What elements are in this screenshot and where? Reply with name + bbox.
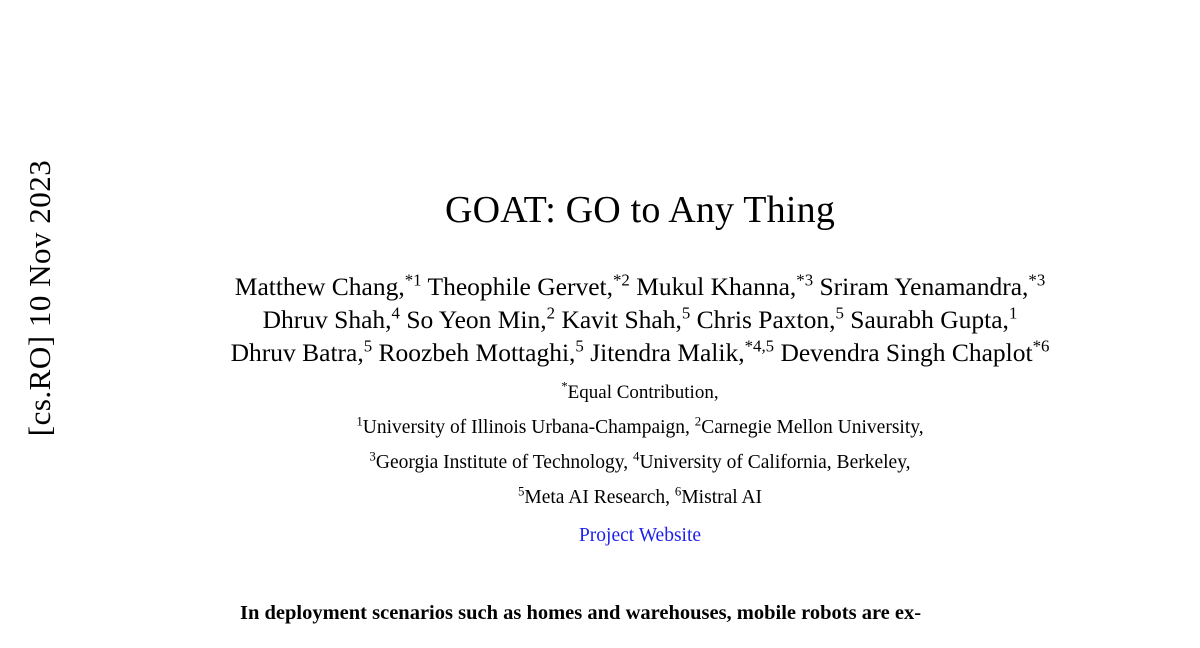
affiliation-marker: 1 xyxy=(356,414,363,429)
affiliation-line xyxy=(80,410,1200,445)
affiliation-marker: 2 xyxy=(694,414,702,429)
affiliation-marker: 4 xyxy=(633,449,640,464)
affiliation-name: University of Illinois Urbana-Champaign, xyxy=(362,417,695,438)
affiliation-name: University of California, Berkeley, xyxy=(639,452,911,473)
author-line xyxy=(120,336,1160,369)
author-name: Kavit Shah, xyxy=(555,305,682,334)
author-name: Matthew Chang, xyxy=(234,272,405,301)
affiliation-marker: 5 xyxy=(517,484,525,499)
author-line xyxy=(120,303,1160,336)
equal-contribution-label: Equal Contribution, xyxy=(567,382,719,403)
author-affiliation-marker: *2 xyxy=(613,270,630,290)
author-line xyxy=(120,270,1160,303)
author-name: Sriram Yenamandra, xyxy=(813,272,1029,301)
author-affiliation-marker: 1 xyxy=(1008,303,1018,323)
affiliation-line xyxy=(80,480,1200,515)
author-affiliation-marker: 5 xyxy=(363,336,373,356)
affiliation-marker: 3 xyxy=(369,449,376,464)
author-affiliation-marker: 5 xyxy=(575,336,584,356)
author-affiliation-marker: *6 xyxy=(1032,336,1050,356)
page-title: GOAT: GO to Any Thing xyxy=(444,189,836,231)
author-name: Jitendra Malik, xyxy=(583,338,745,367)
arxiv-stamp xyxy=(0,0,80,648)
project-website-link[interactable]: Project Website xyxy=(578,525,702,546)
author-affiliation-marker: 2 xyxy=(546,303,556,323)
author-affiliation-marker: *3 xyxy=(1028,270,1046,290)
author-name: Dhruv Shah, xyxy=(262,305,392,334)
paper-page xyxy=(80,0,1200,648)
author-affiliation-marker: 5 xyxy=(835,303,844,323)
affiliation-list xyxy=(80,410,1200,515)
equal-contribution-marker: * xyxy=(561,379,568,394)
project-website-link-wrapper xyxy=(80,525,1200,547)
author-list xyxy=(80,270,1200,369)
affiliation-name: Georgia Institute of Technology, xyxy=(375,452,633,473)
author-name: Mukul Khanna, xyxy=(629,272,797,301)
author-affiliation-marker: *4,5 xyxy=(744,336,775,356)
author-name: Chris Paxton, xyxy=(690,305,836,334)
author-affiliation-marker: 4 xyxy=(391,303,400,323)
affiliation-marker: 6 xyxy=(674,484,682,499)
author-name: Roozbeh Mottaghi, xyxy=(372,338,576,367)
abstract-text: In deployment scenarios such as homes and warehouses, mobile robots are ex- xyxy=(240,602,922,624)
affiliation-name: Mistral AI xyxy=(681,487,763,508)
author-name: Saurabh Gupta, xyxy=(843,305,1009,334)
equal-contribution-note xyxy=(80,379,1200,404)
affiliation-line xyxy=(80,445,1200,480)
affiliation-name: Carnegie Mellon University, xyxy=(701,417,924,438)
author-affiliation-marker: *1 xyxy=(404,270,422,290)
affiliation-name: Meta AI Research, xyxy=(524,487,675,508)
author-affiliation-marker: *3 xyxy=(796,270,814,290)
author-name: Dhruv Batra, xyxy=(230,338,364,367)
author-name: Theophile Gervet, xyxy=(421,272,614,301)
author-name: So Yeon Min, xyxy=(399,305,547,334)
author-affiliation-marker: 5 xyxy=(681,303,691,323)
arxiv-stamp-text: [cs.RO] 10 Nov 2023 xyxy=(22,159,57,437)
author-name: Devendra Singh Chaplot xyxy=(774,338,1033,367)
